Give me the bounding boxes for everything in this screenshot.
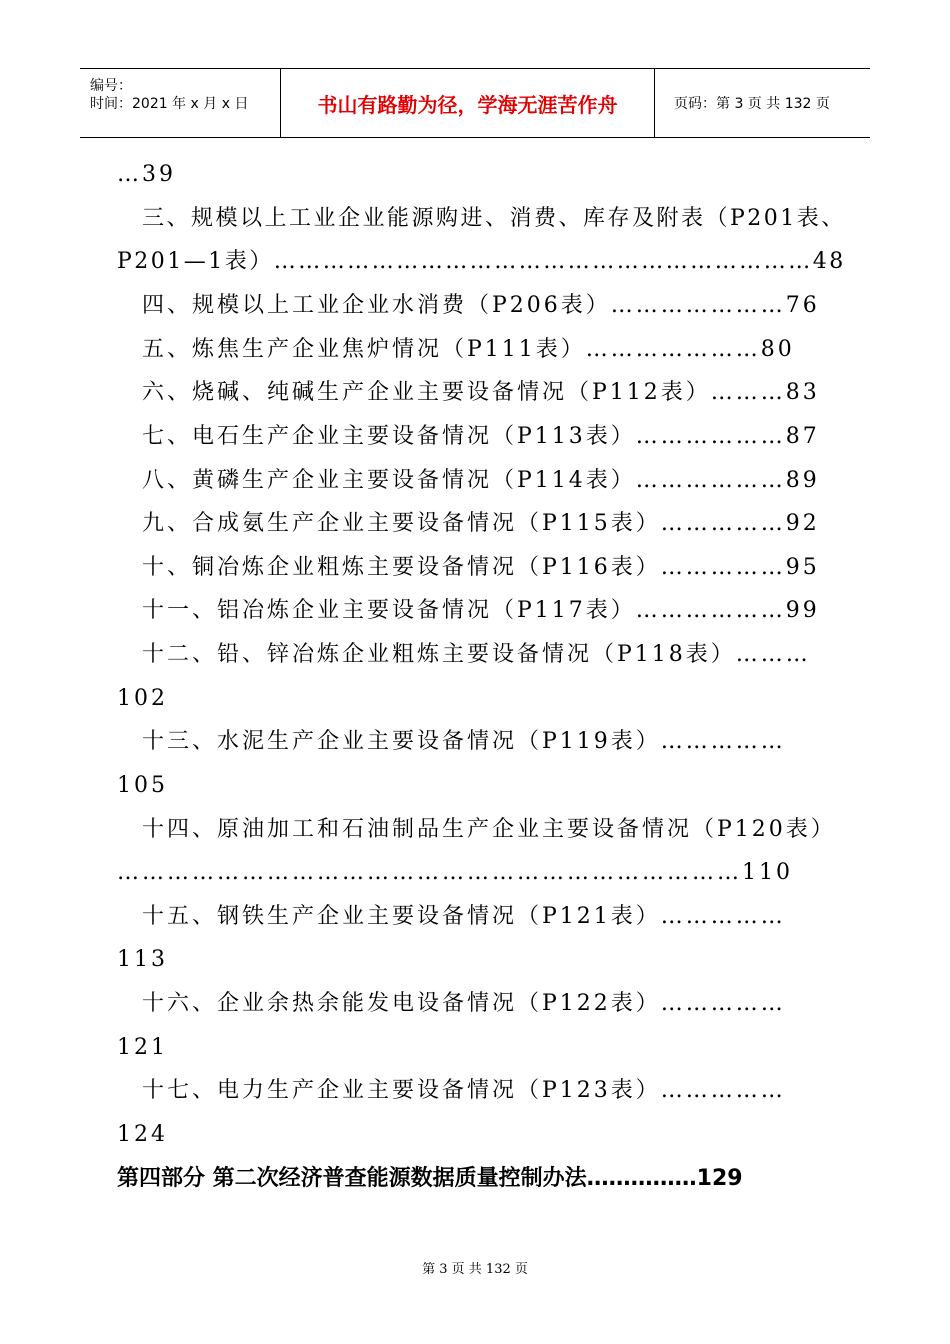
toc-section-heading: 第四部分 第二次经济普查能源数据质量控制办法……………129: [117, 1166, 743, 1191]
toc-line: 十五、钢铁生产企业主要设备情况（P121表）……………: [142, 904, 786, 929]
toc-line: 十一、铝冶炼企业主要设备情况（P117表）………………99: [142, 598, 820, 623]
toc-line: …39: [117, 162, 176, 187]
toc-line: 十七、电力生产企业主要设备情况（P123表）……………: [142, 1078, 786, 1103]
header-time-label: 时间：2021 年 x 月 x 日: [90, 96, 249, 112]
toc-line: P201—1表）…………………………………………………………48: [117, 249, 846, 274]
toc-line: 九、合成氨生产企业主要设备情况（P115表）……………92: [142, 511, 820, 536]
toc-line: 七、电石生产企业主要设备情况（P113表）………………87: [142, 424, 820, 449]
header-page-info-text: 页码：第 3 页 共 132 页: [674, 96, 830, 112]
toc-line: 124: [117, 1122, 168, 1147]
toc-line: 十、铜冶炼企业粗炼主要设备情况（P116表）……………95: [142, 555, 820, 580]
toc-line: 113: [117, 947, 168, 972]
header-left-cell: [80, 69, 280, 137]
toc-line: 十六、企业余热余能发电设备情况（P122表）……………: [142, 991, 786, 1016]
toc-line: 102: [117, 686, 168, 711]
page-footer: 第 3 页 共 132 页: [422, 1262, 528, 1277]
toc-line: 六、烧碱、纯碱生产企业主要设备情况（P112表）………83: [142, 380, 820, 405]
header-divider: [654, 69, 655, 137]
toc-line: 105: [117, 773, 168, 798]
toc-line: 五、炼焦生产企业焦炉情况（P111表）…………………80: [142, 337, 795, 362]
header-number-label: 编号：: [90, 78, 132, 94]
toc-line: 十四、原油加工和石油制品生产企业主要设备情况（P120表）: [142, 817, 836, 842]
header-table: [80, 68, 870, 138]
header-page-info: [664, 69, 870, 137]
header-motto: 书山有路勤为径，学海无涯苦作舟: [317, 92, 618, 117]
toc-line: 121: [117, 1035, 168, 1060]
toc-line: …………………………………………………………………110: [117, 860, 793, 885]
toc-line: 十二、铅、锌冶炼企业粗炼主要设备情况（P118表）………: [142, 642, 811, 667]
toc-line: 十三、水泥生产企业主要设备情况（P119表）……………: [142, 729, 786, 754]
toc-line: 四、规模以上工业企业水消费（P206表）…………………76: [142, 293, 820, 318]
toc-line: 八、黄磷生产企业主要设备情况（P114表）………………89: [142, 468, 820, 493]
toc-line: 三、规模以上工业企业能源购进、消费、库存及附表（P201表、: [142, 206, 846, 231]
